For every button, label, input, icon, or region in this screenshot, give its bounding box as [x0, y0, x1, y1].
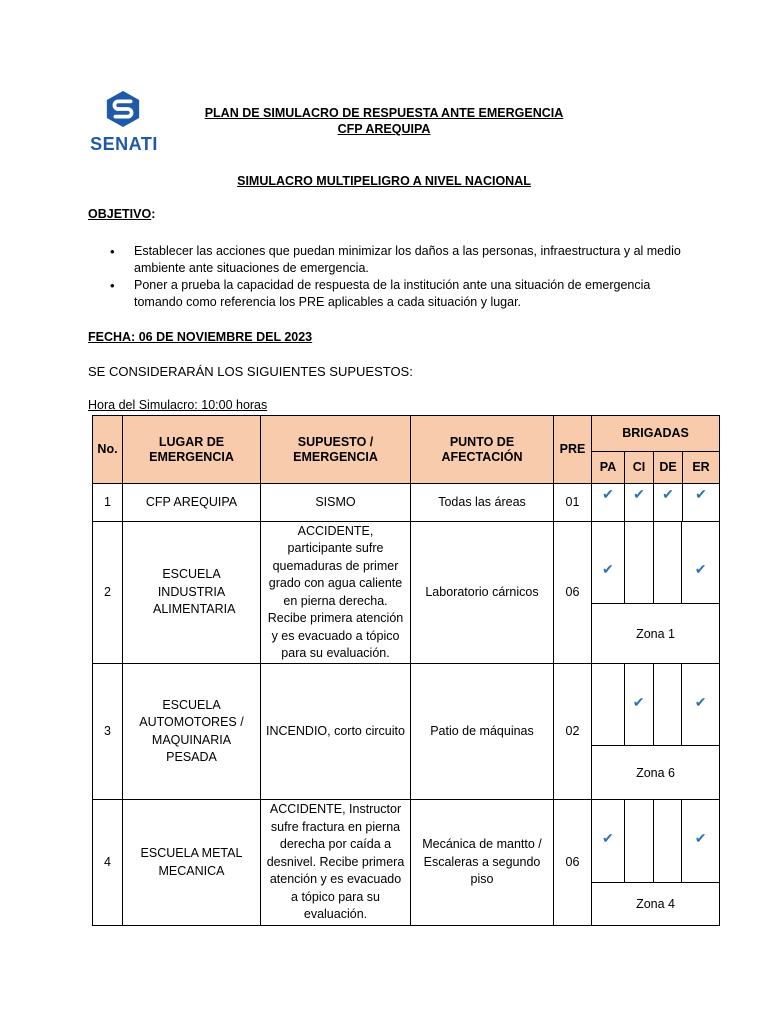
row-pre: 06	[554, 800, 592, 926]
row-lugar-text: ESCUELA AUTOMOTORES / MAQUINARIA PESADA	[139, 697, 244, 764]
header-lugar-label: LUGAR DE EMERGENCIA	[149, 434, 234, 464]
row-lugar-text: ESCUELA INDUSTRIA ALIMENTARIA	[153, 567, 236, 617]
brigade-ci: CI	[625, 452, 654, 484]
row-lugar	[123, 664, 261, 800]
supuestos-heading: SE CONSIDERARÁN LOS SIGUIENTES SUPUESTOS:	[88, 364, 413, 379]
zona-label: Zona 1	[636, 626, 675, 641]
row-lugar: CFP AREQUIPA	[123, 484, 261, 522]
row-supuesto-text: ACCIDENTE, Instructor sufre fractura en pierna derecha por caída a desnivel. Recibe primera atención y es evacuado a tópico para su evaluación.	[266, 802, 405, 922]
row-punto-text: Mecánica de mantto / Escaleras a segundo piso	[422, 837, 542, 887]
header-punto	[411, 416, 554, 484]
check-icon: ✔	[694, 694, 707, 710]
objetivo-label: OBJETIVO	[88, 207, 152, 221]
header-punto-label: PUNTO DE AFECTACIÓN	[441, 434, 523, 464]
brigade-cell	[592, 664, 720, 800]
objetivo-colon: :	[151, 207, 156, 221]
row-punto: Patio de máquinas	[411, 664, 554, 800]
check-icon: ✔	[694, 830, 707, 846]
header-supuesto-label: SUPUESTO / EMERGENCIA	[293, 434, 378, 464]
row-pre: 06	[554, 522, 592, 664]
zona-label: Zona 4	[636, 897, 675, 911]
check-icon: ✔	[683, 484, 720, 522]
empty-check	[654, 522, 683, 603]
objetivo-item: • Poner a prueba la capacidad de respuesta de la institución ante una situación de emergencia tomando como referencia los PRE aplicables a cada situación y lugar.	[110, 277, 690, 311]
row-supuesto: INCENDIO, corto circuito	[261, 664, 411, 800]
row-punto	[411, 800, 554, 926]
document-title-location: CFP AREQUIPA	[337, 122, 431, 136]
zona-label: Zona 6	[636, 765, 675, 780]
check-icon: ✔	[592, 484, 625, 522]
row-lugar-text: ESCUELA METAL MECANICA	[140, 846, 243, 878]
row-no: 4	[93, 800, 123, 926]
table-row	[93, 522, 720, 664]
row-pre: 02	[554, 664, 592, 800]
fecha-line: FECHA: 06 DE NOVIEMBRE DEL 2023	[88, 330, 313, 344]
objetivo-item: • Establecer las acciones que puedan minimizar los daños a las personas, infraestructura y al medio ambiente ante situaciones de emergencia.	[110, 243, 690, 277]
row-no: 2	[93, 522, 123, 664]
header-no: No.	[93, 416, 123, 484]
objetivo-list	[110, 243, 690, 311]
document-title: PLAN DE SIMULACRO DE RESPUESTA ANTE EMERGENCIA	[204, 106, 564, 120]
table-row	[93, 484, 720, 522]
empty-check	[625, 800, 654, 882]
logo-text: SENATI	[90, 134, 158, 154]
brigade-cell	[592, 522, 720, 664]
row-supuesto: SISMO	[261, 484, 411, 522]
header-lugar	[123, 416, 261, 484]
document-subtitle: SIMULACRO MULTIPELIGRO A NIVEL NACIONAL	[237, 174, 531, 188]
brigade-de: DE	[654, 452, 683, 484]
brigade-cell	[592, 800, 720, 926]
empty-check	[592, 664, 625, 745]
row-no: 1	[93, 484, 123, 522]
check-icon: ✔	[625, 484, 654, 522]
empty-check	[625, 522, 654, 603]
brigade-pa: PA	[592, 452, 625, 484]
table-row	[93, 800, 720, 926]
header-brigadas: BRIGADAS	[592, 416, 720, 452]
table-row	[93, 664, 720, 800]
simulacro-table	[92, 415, 720, 926]
empty-check	[654, 800, 683, 882]
row-punto: Laboratorio cárnicos	[411, 522, 554, 664]
header-supuesto	[261, 416, 411, 484]
hora-simulacro: Hora del Simulacro: 10:00 horas	[88, 398, 268, 412]
check-icon: ✔	[592, 800, 625, 882]
row-supuesto-text: ACCIDENTE, participante sufre quemaduras de primer grado con agua caliente en pierna derecha. Recibe primera atención y es evacuado a tópico para su evaluación.	[267, 523, 404, 660]
row-supuesto	[261, 800, 411, 926]
check-icon: ✔	[625, 664, 654, 745]
check-icon: ✔	[592, 522, 625, 603]
row-supuesto	[261, 522, 411, 664]
row-pre: 01	[554, 484, 592, 522]
empty-check	[654, 664, 683, 745]
check-icon: ✔	[694, 561, 707, 577]
row-no: 3	[93, 664, 123, 800]
objetivo-heading	[88, 207, 155, 221]
brigade-er: ER	[683, 452, 720, 484]
row-punto: Todas las áreas	[411, 484, 554, 522]
row-lugar	[123, 522, 261, 664]
header-pre: PRE	[554, 416, 592, 484]
check-icon: ✔	[654, 484, 683, 522]
row-lugar	[123, 800, 261, 926]
